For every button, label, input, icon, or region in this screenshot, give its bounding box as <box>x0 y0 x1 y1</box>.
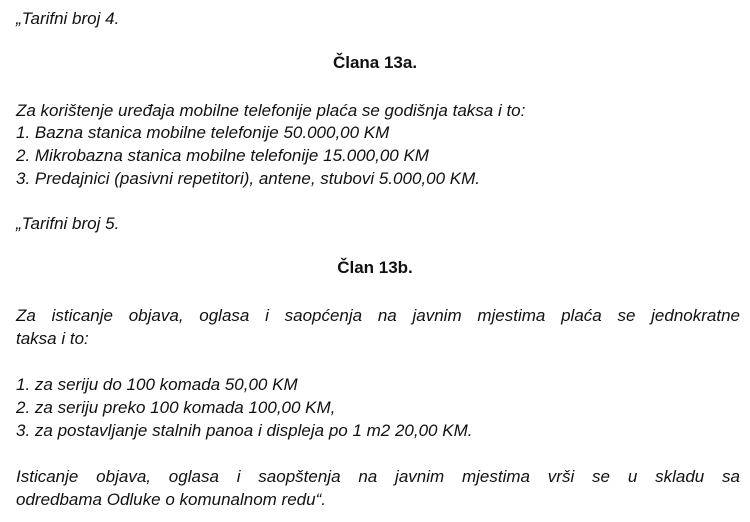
article-13a-item-3: 3. Predajnici (pasivni repetitori), antene, stubovi 5.000,00 KM. <box>16 169 480 188</box>
article-13b-item-1: 1. za seriju do 100 komada 50,00 KM <box>16 375 298 394</box>
article-13a-intro: Za korištenje uređaja mobilne telefonije plaća se godišnja taksa i to: <box>16 101 526 120</box>
article-13b-closing-line-2: odredbama Odluke o komunalnom redu“. <box>16 490 326 509</box>
tariff-label-5: „Tarifni broj 5. <box>16 214 120 233</box>
article-13a-item-2: 2. Mikrobazna stanica mobilne telefonije 15.000,00 KM <box>16 146 429 165</box>
article-heading-13a: Člana 13a. <box>332 53 418 72</box>
article-13b-closing-line-1: Isticanje objava, oglasa i saopštenja na javnim mjestima vrši se u skladu sa <box>16 467 740 486</box>
article-13b-item-2: 2. za seriju preko 100 komada 100,00 KM, <box>16 398 336 417</box>
article-heading-13b: Član 13b. <box>337 258 413 277</box>
article-13a-item-1: 1. Bazna stanica mobilne telefonije 50.000,00 KM <box>16 123 390 142</box>
article-13b-intro-line-1: Za isticanje objava, oglasa i saopćenja na javnim mjestima plaća se jednokratne <box>16 306 740 325</box>
article-13b-item-3: 3. za postavljanje stalnih panoa i displeja po 1 m2 20,00 KM. <box>16 421 473 440</box>
article-13b-intro-line-2: taksa i to: <box>16 329 89 348</box>
tariff-label-4: „Tarifni broj 4. <box>16 9 120 28</box>
